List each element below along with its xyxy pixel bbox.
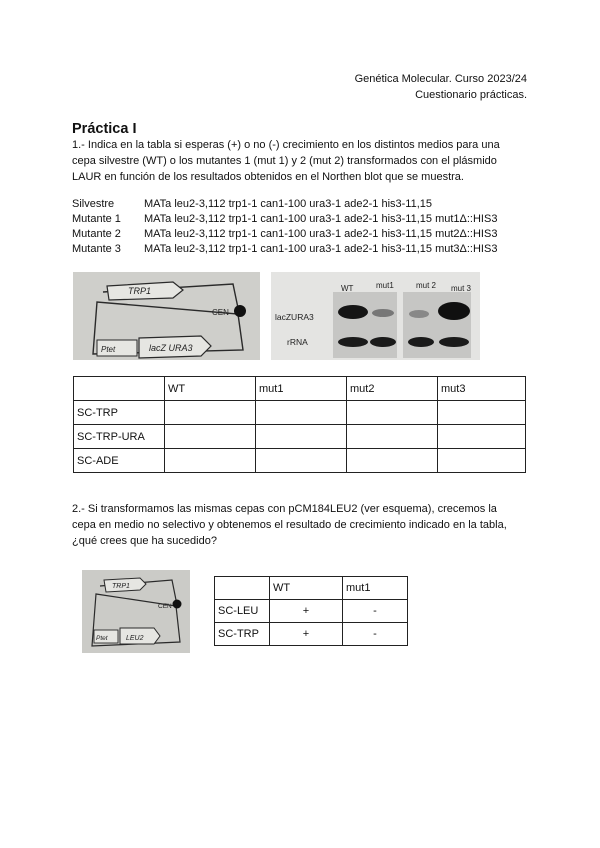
plasmid-diagram-image <box>73 272 260 360</box>
question-2-line: ¿qué crees que ha sucedido? <box>72 535 217 547</box>
lane-mut2-label: mut 2 <box>416 281 437 290</box>
question-1-line: LAUR en función de los resultados obtenidos en el Northen blot que se muestra. <box>72 171 464 183</box>
row-rrna-label: rRNA <box>287 337 308 347</box>
table-row <box>215 623 408 646</box>
answer-cell[interactable] <box>347 401 438 425</box>
band-mut1-lacz <box>372 309 394 317</box>
band-mut1-rrna <box>370 337 396 347</box>
northern-blot-image <box>271 272 480 360</box>
genotype-list <box>72 197 497 257</box>
answer-cell[interactable] <box>347 449 438 473</box>
table-header-cell: WT <box>165 377 256 401</box>
table-header-cell: mut2 <box>347 377 438 401</box>
genotype-row <box>72 197 497 212</box>
band-mut2-rrna <box>408 337 434 347</box>
answer-cell[interactable] <box>256 401 347 425</box>
lane-wt-label: WT <box>341 284 354 293</box>
question-1-line: cepa silvestre (WT) o los mutantes 1 (mut 1) y 2 (mut 2) transformados con el plásmido <box>72 155 497 167</box>
answer-cell[interactable] <box>256 425 347 449</box>
row-label: SC-LEU <box>215 600 270 623</box>
growth-value: - <box>343 623 408 646</box>
table-header-cell: mut1 <box>256 377 347 401</box>
genotype-row <box>72 227 497 242</box>
table-header-cell: WT <box>270 577 343 600</box>
table-row <box>215 600 408 623</box>
course-subtitle: Cuestionario prácticas. <box>415 89 527 101</box>
lane-mut3-label: mut 3 <box>451 284 472 293</box>
page-title: Práctica I <box>72 121 137 137</box>
course-header <box>355 71 527 103</box>
growth-value: + <box>270 623 343 646</box>
row-label: SC-TRP <box>74 401 165 425</box>
answer-cell[interactable] <box>347 425 438 449</box>
genotype-text: MATa leu2-3,112 trp1-1 can1-100 ura3-1 ade2-1 his3-11,15 <box>144 198 433 210</box>
row-label: SC-ADE <box>74 449 165 473</box>
table-row <box>74 449 526 473</box>
row-label: SC-TRP-URA <box>74 425 165 449</box>
band-mut3-rrna <box>439 337 469 347</box>
question-1-line: 1.- Indica en la tabla si esperas (+) o no (-) crecimiento en los distintos medios para una <box>72 139 500 151</box>
genotype-row <box>72 212 497 227</box>
band-mut2-lacz <box>409 310 429 318</box>
answer-cell[interactable] <box>165 401 256 425</box>
answer-cell[interactable] <box>165 425 256 449</box>
trp1-label: TRP1 <box>128 286 152 296</box>
genotype-label: Mutante 2 <box>72 228 121 240</box>
genotype-row <box>72 242 497 257</box>
genotype-text: MATa leu2-3,112 trp1-1 can1-100 ura3-1 ade2-1 his3-11,15 mut1Δ::HIS3 <box>144 213 498 225</box>
course-title: Genética Molecular. Curso 2023/24 <box>354 73 527 85</box>
band-wt-lacz <box>338 305 368 319</box>
table-header-row <box>215 577 408 600</box>
question-2-line: cepa en medio no selectivo y obtenemos el resultado de crecimiento indicado en la tabla, <box>72 519 507 531</box>
genotype-text: MATa leu2-3,112 trp1-1 can1-100 ura3-1 ade2-1 his3-11,15 mut3Δ::HIS3 <box>144 243 498 255</box>
answer-cell[interactable] <box>256 449 347 473</box>
question-2-line: 2.- Si transformamos las mismas cepas con pCM184LEU2 (ver esquema), crecemos la <box>72 503 497 515</box>
cen-marker-2 <box>173 600 182 609</box>
leu2-label: LEU2 <box>126 635 144 642</box>
answer-cell[interactable] <box>438 425 526 449</box>
genotype-label: Silvestre <box>72 198 115 210</box>
genotype-label: Mutante 3 <box>72 243 121 255</box>
lane-mut1-label: mut1 <box>376 281 394 290</box>
plasmid-leu2-diagram-image <box>82 570 190 653</box>
question-2 <box>72 501 532 549</box>
row-label: SC-TRP <box>215 623 270 646</box>
genotype-text: MATa leu2-3,112 trp1-1 can1-100 ura3-1 ade2-1 his3-11,15 mut2Δ::HIS3 <box>144 228 498 240</box>
growth-table-1 <box>73 376 526 473</box>
answer-cell[interactable] <box>165 449 256 473</box>
cen-marker <box>234 305 246 317</box>
genotype-label: Mutante 1 <box>72 213 121 225</box>
answer-cell[interactable] <box>438 449 526 473</box>
table-row <box>74 425 526 449</box>
ptet-label-2: Ptet <box>96 635 108 642</box>
growth-value: + <box>270 600 343 623</box>
lacz-ura3-label: lacZ URA3 <box>149 343 193 353</box>
ptet-label: Ptet <box>101 345 116 354</box>
answer-cell[interactable] <box>438 401 526 425</box>
band-mut3-lacz <box>438 302 470 320</box>
row-lacz-label: lacZURA3 <box>275 312 314 322</box>
growth-table-2 <box>214 576 408 646</box>
table-row <box>74 401 526 425</box>
cen-label-2: CEN <box>158 603 172 610</box>
cen-label: CEN <box>212 308 229 317</box>
table-header-cell: mut3 <box>438 377 526 401</box>
table-header-cell <box>215 577 270 600</box>
table-header-cell <box>74 377 165 401</box>
trp1-label-2: TRP1 <box>112 583 130 590</box>
question-1 <box>72 137 532 185</box>
table-header-row <box>74 377 526 401</box>
table-header-cell: mut1 <box>343 577 408 600</box>
band-wt-rrna <box>338 337 368 347</box>
growth-value: - <box>343 600 408 623</box>
